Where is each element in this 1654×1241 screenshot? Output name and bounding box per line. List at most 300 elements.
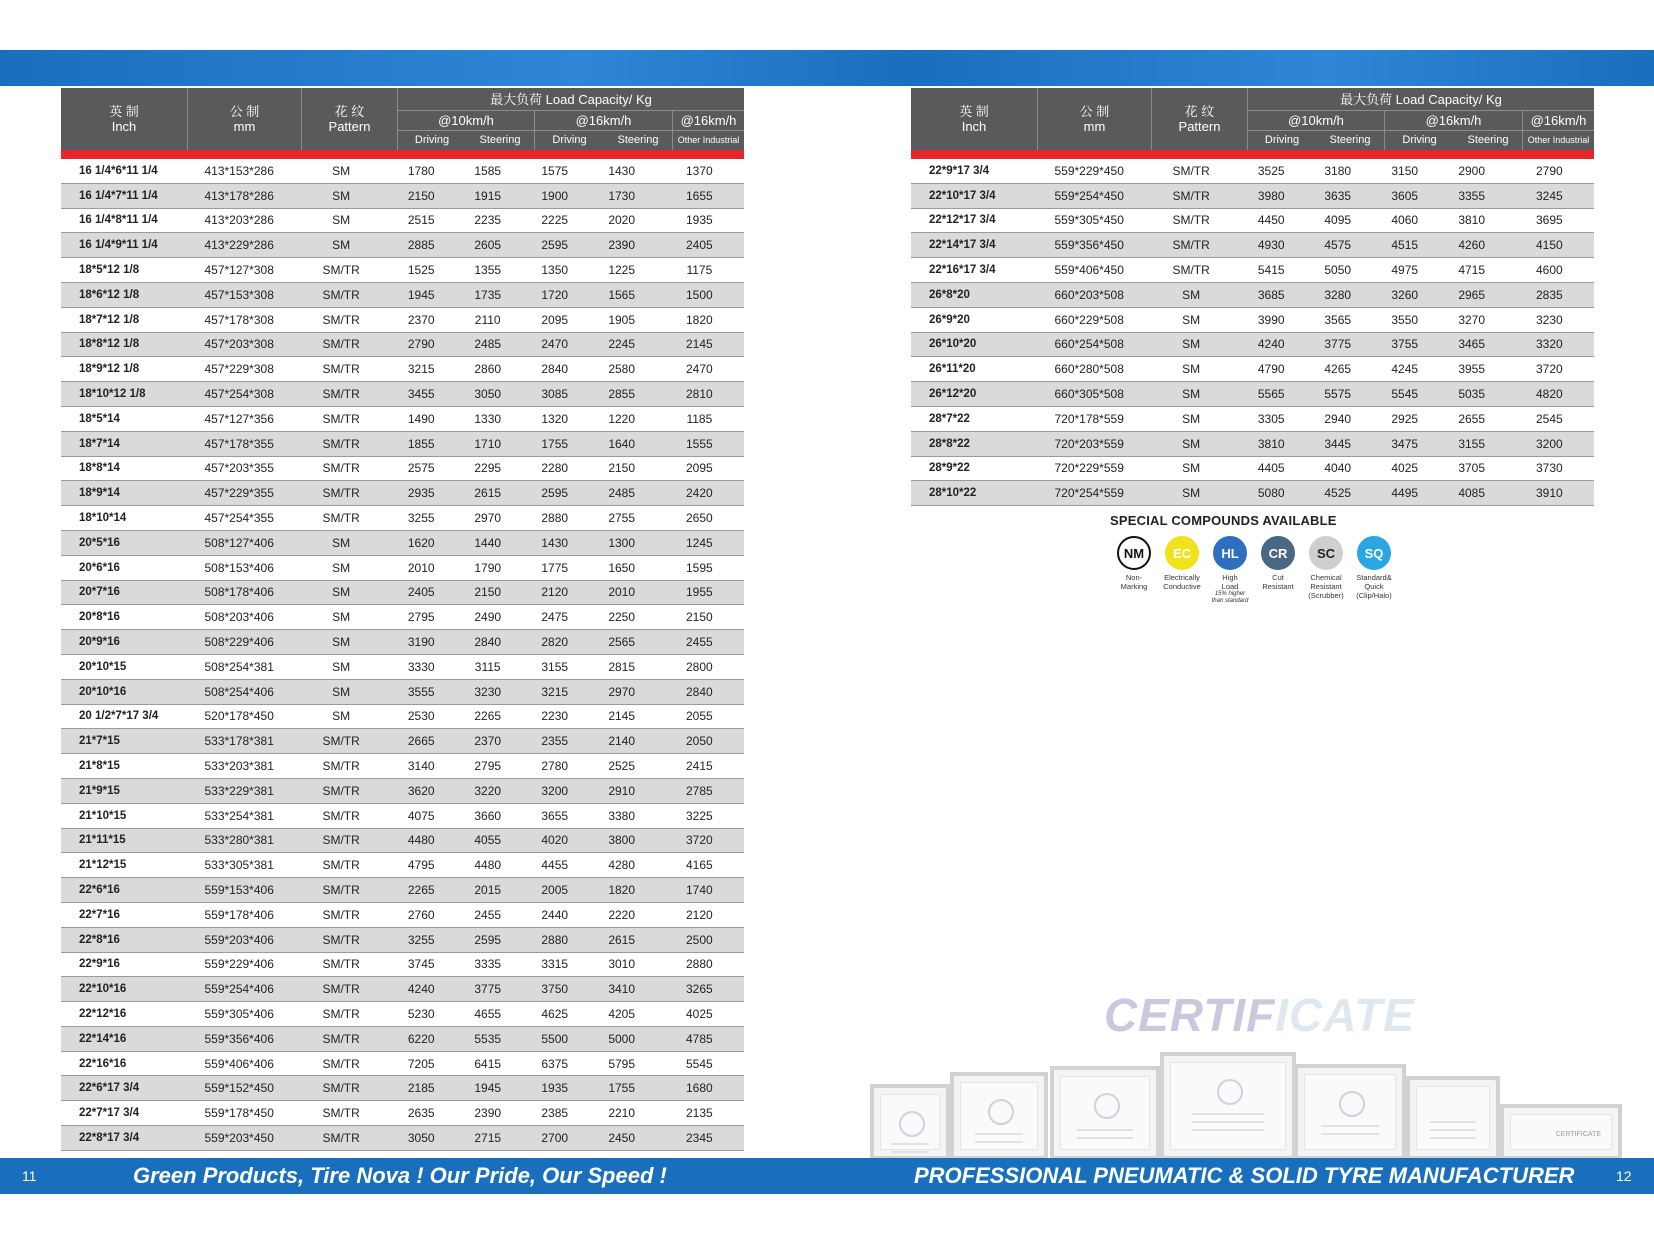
driving-10-cell: 5080 bbox=[1257, 486, 1285, 501]
other-industrial-cell: 1820 bbox=[685, 312, 713, 327]
speed-16-header: @16km/h bbox=[534, 110, 672, 130]
steering-16-cell: 2020 bbox=[608, 213, 636, 228]
driving-10-cell: 3215 bbox=[407, 362, 435, 377]
inch-cell: 22*9*17 3/4 bbox=[929, 164, 990, 177]
driving-16-cell: 1775 bbox=[541, 560, 569, 575]
steering-16-cell: 2855 bbox=[608, 387, 636, 402]
steering-16-cell: 4085 bbox=[1458, 486, 1486, 501]
steering-16-cell: 1225 bbox=[608, 263, 636, 278]
driving-10-cell: 2575 bbox=[407, 461, 435, 476]
mm-cell: 508*254*406 bbox=[204, 684, 274, 699]
driving-10-cell: 3980 bbox=[1257, 188, 1285, 203]
steering-10-cell: 2840 bbox=[474, 635, 502, 650]
steering-10-cell: 3635 bbox=[1324, 188, 1352, 203]
mm-cell: 559*305*450 bbox=[1054, 213, 1124, 228]
inch-cell: 22*16*17 3/4 bbox=[929, 264, 996, 277]
driving-10-cell: 4790 bbox=[1257, 362, 1285, 377]
inch-cell: 20*5*16 bbox=[79, 536, 120, 549]
compound-nm bbox=[1110, 536, 1158, 605]
steering-16-cell: 3810 bbox=[1458, 213, 1486, 228]
table-row bbox=[61, 382, 744, 407]
certificate-frame bbox=[1294, 1064, 1406, 1160]
driving-16-cell: 2385 bbox=[541, 1106, 569, 1121]
driving-10-cell: 3255 bbox=[407, 511, 435, 526]
certificate-heading-part-a: CERTIF bbox=[1104, 989, 1276, 1041]
driving-16-cell: 3605 bbox=[1391, 188, 1419, 203]
driving-16-header: Driving bbox=[534, 130, 604, 150]
table-row bbox=[911, 233, 1594, 258]
steering-16-cell: 2655 bbox=[1458, 411, 1486, 426]
driving-10-cell: 2760 bbox=[407, 907, 435, 922]
other-industrial-cell: 2455 bbox=[685, 635, 713, 650]
table-row bbox=[61, 357, 744, 382]
steering-10-cell: 1945 bbox=[474, 1081, 502, 1096]
steering-10-cell: 2295 bbox=[474, 461, 502, 476]
other-industrial-cell: 2150 bbox=[685, 610, 713, 625]
mm-cell: 559*406*406 bbox=[204, 1056, 274, 1071]
driving-16-cell: 1575 bbox=[541, 163, 569, 178]
inch-cell: 18*9*12 1/8 bbox=[79, 363, 140, 376]
pattern-cell: SM bbox=[1182, 411, 1201, 426]
pattern-cell: SM/TR bbox=[322, 486, 360, 501]
inch-cell: 22*7*17 3/4 bbox=[79, 1107, 140, 1120]
steering-10-cell: 2605 bbox=[474, 238, 502, 253]
driving-16-cell: 2005 bbox=[541, 883, 569, 897]
driving-16-cell: 2230 bbox=[541, 709, 569, 724]
driving-16-cell: 3155 bbox=[541, 659, 569, 674]
steering-10-cell: 4480 bbox=[474, 858, 502, 873]
driving-16-cell: 2700 bbox=[541, 1130, 569, 1145]
compound-sq-icon: SQ bbox=[1357, 536, 1391, 570]
table-row bbox=[61, 432, 744, 457]
table-row bbox=[61, 333, 744, 358]
steering-16-cell: 1300 bbox=[608, 535, 636, 550]
pattern-cell: SM/TR bbox=[322, 436, 360, 451]
driving-16-cell: 1935 bbox=[541, 1081, 569, 1096]
pattern-cell: SM/TR bbox=[322, 411, 360, 426]
mm-cell: 457*254*308 bbox=[204, 387, 274, 402]
steering-16-cell: 5035 bbox=[1458, 387, 1486, 402]
driving-16-cell: 2925 bbox=[1391, 411, 1419, 426]
steering-16-cell: 2390 bbox=[608, 238, 636, 253]
compound-sc-icon: SC bbox=[1309, 536, 1343, 570]
certificate-frame bbox=[1500, 1104, 1622, 1160]
table-row bbox=[911, 258, 1594, 283]
driving-10-cell: 4450 bbox=[1257, 213, 1285, 228]
mm-cell: 559*254*450 bbox=[1054, 188, 1124, 203]
mm-cell: 508*153*406 bbox=[204, 560, 274, 575]
driving-16-cell: 4625 bbox=[541, 1006, 569, 1021]
pattern-cell: SM/TR bbox=[322, 759, 360, 774]
steering-10-cell: 3220 bbox=[474, 783, 502, 798]
mm-cell: 457*153*308 bbox=[204, 287, 274, 302]
mm-cell: 413*229*286 bbox=[204, 238, 274, 253]
pattern-cell: SM/TR bbox=[1172, 163, 1210, 178]
pattern-cell: SM bbox=[1182, 436, 1201, 451]
driving-16-cell: 4245 bbox=[1391, 362, 1419, 377]
mm-cell: 508*178*406 bbox=[204, 585, 274, 600]
driving-16-cell: 4495 bbox=[1391, 486, 1419, 501]
other-industrial-cell: 3730 bbox=[1535, 461, 1563, 476]
left-page-number: 11 bbox=[22, 1168, 37, 1184]
pattern-cn-label: 花 纹 bbox=[1184, 104, 1215, 119]
steering-10-cell: 3775 bbox=[1324, 337, 1352, 352]
steering-16-cell: 2910 bbox=[608, 783, 636, 798]
inch-en-label: Inch bbox=[961, 119, 987, 134]
inch-cell: 20*8*16 bbox=[79, 611, 120, 624]
driving-10-cell: 2370 bbox=[407, 312, 435, 327]
pattern-cell: SM bbox=[1182, 387, 1201, 402]
other-industrial-cell: 2790 bbox=[1535, 163, 1563, 178]
steering-16-cell: 1565 bbox=[608, 287, 636, 302]
mm-cell: 533*254*381 bbox=[204, 808, 274, 823]
driving-10-cell: 2665 bbox=[407, 734, 435, 749]
table-row bbox=[911, 481, 1594, 506]
table-row bbox=[61, 481, 744, 506]
mm-cell: 559*229*450 bbox=[1054, 163, 1124, 178]
other-industrial-cell: 2415 bbox=[685, 759, 713, 774]
steering-10-cell: 4525 bbox=[1324, 486, 1352, 501]
pattern-cell: SM/TR bbox=[322, 263, 360, 278]
driving-10-cell: 2185 bbox=[407, 1081, 435, 1096]
right-table-body bbox=[911, 159, 1594, 506]
mm-cn-label: 公 制 bbox=[229, 104, 260, 119]
header-red-line bbox=[61, 150, 744, 159]
mm-cell: 559*305*406 bbox=[204, 1006, 274, 1021]
table-row bbox=[61, 581, 744, 606]
steering-16-cell: 2450 bbox=[608, 1130, 636, 1145]
steering-16-header: Steering bbox=[604, 130, 672, 150]
driving-10-cell: 4240 bbox=[1257, 337, 1285, 352]
mm-cell: 457*203*308 bbox=[204, 337, 274, 352]
steering-16-cell: 3955 bbox=[1458, 362, 1486, 377]
pattern-cell: SM bbox=[332, 238, 351, 253]
driving-16-header: Driving bbox=[1384, 130, 1454, 150]
inch-cell: 21*9*15 bbox=[79, 784, 120, 797]
speed-16-other-header: @16km/h bbox=[1522, 110, 1594, 130]
steering-16-cell: 2245 bbox=[608, 337, 636, 352]
inch-cell: 22*14*17 3/4 bbox=[929, 239, 996, 252]
steering-10-cell: 2265 bbox=[474, 709, 502, 724]
compound-cr-icon: CR bbox=[1261, 536, 1295, 570]
other-industrial-header: Other Industrial bbox=[672, 130, 744, 150]
mm-cell: 413*153*286 bbox=[204, 163, 274, 178]
speed-10-header: @10km/h bbox=[397, 110, 534, 130]
driving-10-cell: 4405 bbox=[1257, 461, 1285, 476]
steering-16-cell: 2150 bbox=[608, 461, 636, 476]
other-industrial-cell: 3720 bbox=[685, 833, 713, 848]
driving-16-cell: 1430 bbox=[541, 535, 569, 550]
right-page-number: 12 bbox=[1616, 1168, 1632, 1184]
table-row bbox=[61, 754, 744, 779]
other-industrial-cell: 4820 bbox=[1535, 387, 1563, 402]
inch-cell: 26*12*20 bbox=[929, 388, 977, 401]
steering-16-cell: 1640 bbox=[608, 436, 636, 451]
inch-cell: 22*8*16 bbox=[79, 933, 120, 946]
speed-16-header: @16km/h bbox=[1384, 110, 1522, 130]
driving-10-header: Driving bbox=[1247, 130, 1316, 150]
driving-16-cell: 2595 bbox=[541, 486, 569, 501]
inch-cell: 22*12*17 3/4 bbox=[929, 214, 996, 227]
table-row bbox=[61, 878, 744, 903]
mm-cell: 457*229*308 bbox=[204, 362, 274, 377]
driving-16-cell: 2780 bbox=[541, 759, 569, 774]
steering-10-cell: 1735 bbox=[474, 287, 502, 302]
driving-16-cell: 3550 bbox=[1391, 312, 1419, 327]
driving-10-cell: 3685 bbox=[1257, 287, 1285, 302]
mm-cell: 559*153*406 bbox=[204, 883, 274, 897]
mm-cell: 559*203*450 bbox=[204, 1130, 274, 1145]
steering-16-cell: 1730 bbox=[608, 188, 636, 203]
inch-cell: 20 1/2*7*17 3/4 bbox=[79, 710, 159, 723]
steering-10-cell: 3180 bbox=[1324, 163, 1352, 178]
pattern-cell: SM/TR bbox=[322, 362, 360, 377]
driving-10-cell: 6220 bbox=[407, 1031, 435, 1046]
driving-10-cell: 2515 bbox=[407, 213, 435, 228]
inch-cell: 26*9*20 bbox=[929, 313, 970, 326]
mm-cell: 508*203*406 bbox=[204, 610, 274, 625]
pattern-header bbox=[301, 88, 397, 150]
steering-10-cell: 2455 bbox=[474, 907, 502, 922]
table-row bbox=[61, 853, 744, 878]
pattern-cell: SM bbox=[332, 659, 351, 674]
driving-10-cell: 3140 bbox=[407, 759, 435, 774]
steering-16-cell: 3410 bbox=[608, 982, 636, 997]
inch-cell: 20*10*16 bbox=[79, 685, 127, 698]
mm-cell: 720*178*559 bbox=[1054, 411, 1124, 426]
table-row bbox=[911, 209, 1594, 234]
driving-16-cell: 3755 bbox=[1391, 337, 1419, 352]
mm-en-label: mm bbox=[1083, 119, 1106, 134]
pattern-cell: SM/TR bbox=[1172, 188, 1210, 203]
table-row bbox=[61, 1027, 744, 1052]
driving-16-cell: 1755 bbox=[541, 436, 569, 451]
mm-cell: 559*356*450 bbox=[1054, 238, 1124, 253]
certificate-frame-label: CERTIFICATE bbox=[1555, 1131, 1601, 1138]
special-compounds bbox=[1110, 513, 1410, 605]
compound-sc bbox=[1302, 536, 1350, 605]
driving-10-cell: 2405 bbox=[407, 585, 435, 600]
compound-description: Non- Marking bbox=[1120, 573, 1148, 591]
steering-10-cell: 1710 bbox=[474, 436, 502, 451]
steering-16-cell: 2250 bbox=[608, 610, 636, 625]
other-industrial-cell: 2810 bbox=[685, 387, 713, 402]
other-industrial-cell: 2470 bbox=[685, 362, 713, 377]
driving-10-cell: 3620 bbox=[407, 783, 435, 798]
inch-cell: 26*10*20 bbox=[929, 338, 977, 351]
driving-10-cell: 1780 bbox=[407, 163, 435, 178]
certificate-frame bbox=[1160, 1052, 1296, 1160]
inch-cell: 22*6*16 bbox=[79, 884, 120, 896]
driving-10-cell: 4480 bbox=[407, 833, 435, 848]
mm-cell: 533*280*381 bbox=[204, 833, 274, 848]
pattern-cell: SM/TR bbox=[322, 1006, 360, 1021]
inch-cell: 22*16*16 bbox=[79, 1057, 127, 1070]
pattern-cell: SM bbox=[1182, 287, 1201, 302]
table-row bbox=[61, 605, 744, 630]
pattern-cell: SM bbox=[1182, 461, 1201, 476]
driving-10-cell: 3810 bbox=[1257, 436, 1285, 451]
inch-cell: 21*10*15 bbox=[79, 809, 127, 822]
speed-16-other-header: @16km/h bbox=[672, 110, 744, 130]
other-industrial-cell: 3695 bbox=[1535, 213, 1563, 228]
other-industrial-cell: 1955 bbox=[685, 585, 713, 600]
table-row bbox=[61, 1126, 744, 1151]
other-industrial-cell: 1245 bbox=[685, 535, 713, 550]
driving-16-cell: 1720 bbox=[541, 287, 569, 302]
table-header bbox=[61, 88, 744, 150]
other-industrial-cell: 4025 bbox=[685, 1006, 713, 1021]
driving-16-cell: 2440 bbox=[541, 907, 569, 922]
pattern-cell: SM bbox=[332, 585, 351, 600]
mm-cell: 720*254*559 bbox=[1054, 486, 1124, 501]
inch-cell: 22*6*17 3/4 bbox=[79, 1082, 140, 1095]
table-row bbox=[61, 1076, 744, 1101]
steering-10-cell: 2715 bbox=[474, 1130, 502, 1145]
table-row bbox=[911, 283, 1594, 308]
table-row bbox=[911, 432, 1594, 457]
inch-cell: 28*8*22 bbox=[929, 437, 970, 450]
pattern-cell: SM/TR bbox=[322, 858, 360, 873]
pattern-cell: SM bbox=[1182, 312, 1201, 327]
steering-16-cell: 2010 bbox=[608, 585, 636, 600]
table-row bbox=[911, 308, 1594, 333]
steering-16-cell: 2580 bbox=[608, 362, 636, 377]
steering-10-cell: 5535 bbox=[474, 1031, 502, 1046]
steering-16-cell: 5795 bbox=[608, 1056, 636, 1071]
other-industrial-cell: 4785 bbox=[685, 1031, 713, 1046]
driving-10-cell: 4240 bbox=[407, 982, 435, 997]
steering-10-cell: 4655 bbox=[474, 1006, 502, 1021]
steering-16-cell: 3800 bbox=[608, 833, 636, 848]
table-row bbox=[61, 407, 744, 432]
steering-10-cell: 1440 bbox=[474, 535, 502, 550]
table-row bbox=[911, 333, 1594, 358]
steering-10-cell: 5575 bbox=[1324, 387, 1352, 402]
steering-10-header: Steering bbox=[466, 130, 534, 150]
pattern-cell: SM/TR bbox=[322, 907, 360, 922]
table-row bbox=[61, 680, 744, 705]
mm-cell: 559*254*406 bbox=[204, 982, 274, 997]
driving-10-cell: 3990 bbox=[1257, 312, 1285, 327]
table-row bbox=[61, 953, 744, 978]
table-row bbox=[61, 977, 744, 1002]
steering-16-header: Steering bbox=[1454, 130, 1522, 150]
table-row bbox=[61, 506, 744, 531]
inch-cn-label: 英 制 bbox=[109, 104, 139, 119]
inch-cell: 16 1/4*7*11 1/4 bbox=[79, 189, 158, 202]
table-row bbox=[61, 630, 744, 655]
other-industrial-cell: 1680 bbox=[685, 1081, 713, 1096]
table-row bbox=[61, 159, 744, 184]
steering-10-cell: 1915 bbox=[474, 188, 502, 203]
other-industrial-cell: 1935 bbox=[685, 213, 713, 228]
driving-16-cell: 5545 bbox=[1391, 387, 1419, 402]
steering-16-cell: 3355 bbox=[1458, 188, 1486, 203]
steering-16-cell: 2485 bbox=[608, 486, 636, 501]
mm-cell: 520*178*450 bbox=[204, 709, 274, 724]
driving-16-cell: 4975 bbox=[1391, 263, 1419, 278]
steering-16-cell: 4280 bbox=[608, 858, 636, 873]
driving-16-cell: 2840 bbox=[541, 362, 569, 377]
inch-cell: 18*10*12 1/8 bbox=[79, 388, 146, 401]
driving-16-cell: 2820 bbox=[541, 635, 569, 650]
steering-10-cell: 3775 bbox=[474, 982, 502, 997]
driving-10-cell: 3455 bbox=[407, 387, 435, 402]
other-industrial-cell: 2345 bbox=[685, 1130, 713, 1145]
steering-16-cell: 1820 bbox=[608, 883, 636, 897]
steering-16-cell: 1905 bbox=[608, 312, 636, 327]
steering-16-cell: 3380 bbox=[608, 808, 636, 823]
driving-16-cell: 2475 bbox=[541, 610, 569, 625]
steering-16-cell: 2900 bbox=[1458, 163, 1486, 178]
mm-cell: 559*229*406 bbox=[204, 957, 274, 972]
driving-10-cell: 7205 bbox=[407, 1056, 435, 1071]
inch-cn-label: 英 制 bbox=[959, 104, 989, 119]
pattern-cell: SM/TR bbox=[322, 1081, 360, 1096]
inch-cell: 22*10*16 bbox=[79, 983, 127, 996]
pattern-cell: SM/TR bbox=[322, 957, 360, 972]
mm-cell: 508*254*381 bbox=[204, 659, 274, 674]
other-industrial-cell: 4150 bbox=[1535, 238, 1563, 253]
steering-10-cell: 1330 bbox=[474, 411, 502, 426]
driving-16-cell: 3215 bbox=[541, 684, 569, 699]
steering-16-cell: 4715 bbox=[1458, 263, 1486, 278]
table-row bbox=[61, 283, 744, 308]
steering-10-cell: 2615 bbox=[474, 486, 502, 501]
steering-16-cell: 5000 bbox=[608, 1031, 636, 1046]
driving-10-cell: 5565 bbox=[1257, 387, 1285, 402]
table-row bbox=[911, 407, 1594, 432]
steering-16-cell: 3465 bbox=[1458, 337, 1486, 352]
table-row bbox=[61, 556, 744, 581]
mm-cell: 660*254*508 bbox=[1054, 337, 1124, 352]
steering-16-cell: 4260 bbox=[1458, 238, 1486, 253]
pattern-cell: SM/TR bbox=[322, 387, 360, 402]
steering-10-cell: 4040 bbox=[1324, 461, 1352, 476]
mm-cell: 533*178*381 bbox=[204, 734, 274, 749]
driving-10-cell: 4930 bbox=[1257, 238, 1285, 253]
mm-cell: 457*178*355 bbox=[204, 436, 274, 451]
steering-16-cell: 3270 bbox=[1458, 312, 1486, 327]
table-row bbox=[61, 829, 744, 854]
other-industrial-cell: 5545 bbox=[685, 1056, 713, 1071]
table-row bbox=[61, 729, 744, 754]
inch-cell: 28*9*22 bbox=[929, 462, 970, 475]
pattern-cell: SM/TR bbox=[322, 932, 360, 947]
other-industrial-cell: 3265 bbox=[685, 982, 713, 997]
pattern-cell: SM/TR bbox=[322, 808, 360, 823]
pattern-cell: SM bbox=[332, 213, 351, 228]
other-industrial-cell: 4600 bbox=[1535, 263, 1563, 278]
mm-cell: 533*305*381 bbox=[204, 858, 274, 873]
driving-10-cell: 3050 bbox=[407, 1130, 435, 1145]
driving-10-cell: 4795 bbox=[407, 858, 435, 873]
compound-badges bbox=[1110, 536, 1410, 605]
table-row bbox=[61, 1002, 744, 1027]
mm-cell: 413*203*286 bbox=[204, 213, 274, 228]
left-slogan: Green Products, Tire Nova ! Our Pride, Our Speed ! bbox=[133, 1163, 667, 1188]
driving-10-cell: 2530 bbox=[407, 709, 435, 724]
steering-10-cell: 5050 bbox=[1324, 263, 1352, 278]
compound-hl-icon: HL bbox=[1213, 536, 1247, 570]
compound-description: Chemical Resistant (Scrubber) bbox=[1308, 573, 1344, 600]
compound-ec-icon: EC bbox=[1165, 536, 1199, 570]
driving-10-cell: 1490 bbox=[407, 411, 435, 426]
inch-cell: 20*9*16 bbox=[79, 636, 120, 649]
table-row bbox=[61, 233, 744, 258]
other-industrial-cell: 3320 bbox=[1535, 337, 1563, 352]
